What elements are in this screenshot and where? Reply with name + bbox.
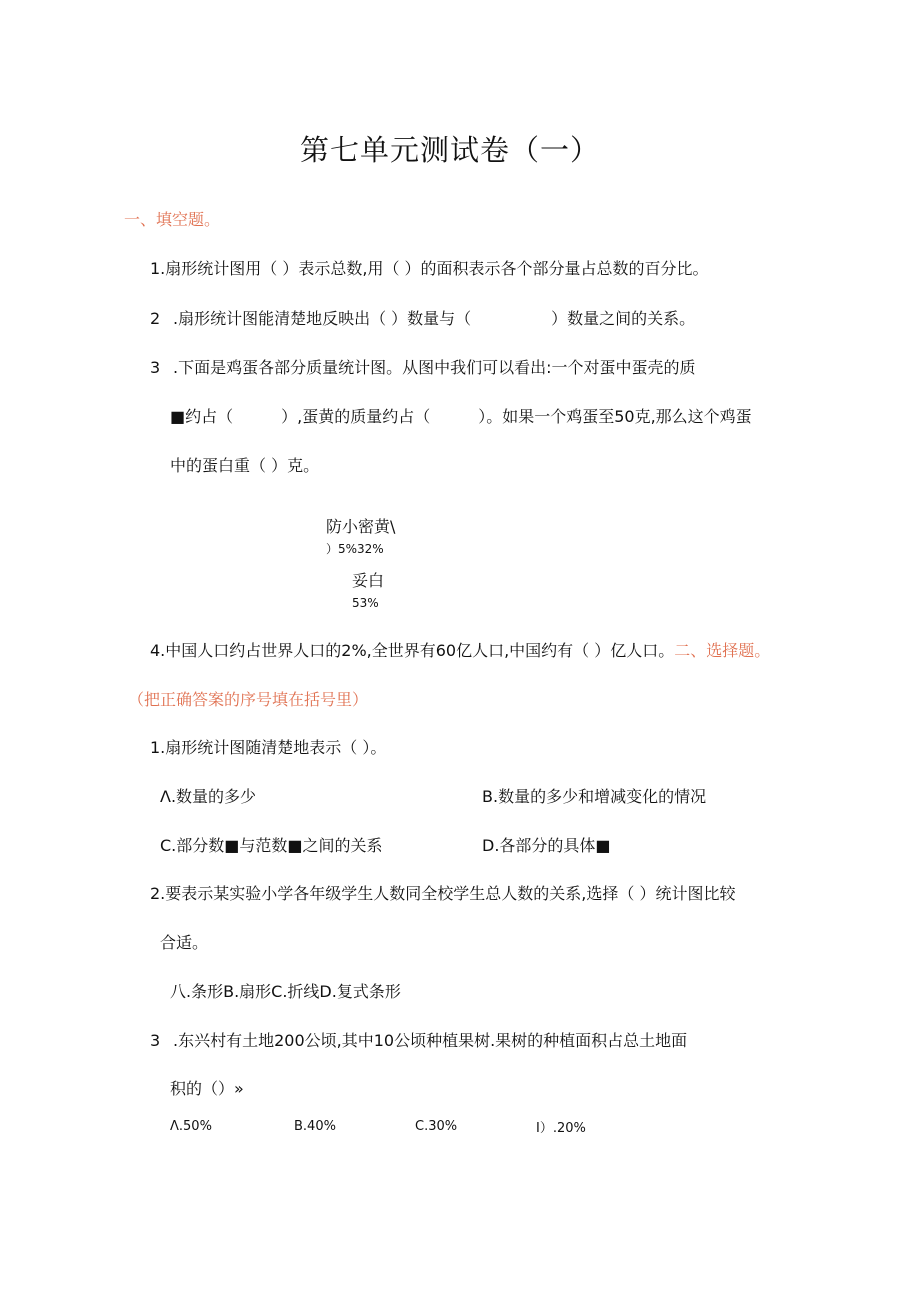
- option-2-3-b: B.40%: [294, 1119, 336, 1134]
- question-2-3-line2: 积的（）»: [170, 1079, 244, 1098]
- section-heading-choice: 二、选择题。: [674, 641, 771, 660]
- question-1-4: [150, 643, 770, 659]
- question-1-2-number: 2: [150, 309, 161, 328]
- pie-percent-top: ）5%32%: [326, 542, 384, 556]
- question-1-2: .扇形统计图能清楚地反映出（ ）数量与（ ）数量之间的关系。: [173, 309, 696, 328]
- question-1-3-line1: .下面是鸡蛋各部分质量统计图。从图中我们可以看出:一个对蛋中蛋壳的质: [173, 358, 696, 377]
- question-2-1: 1.扇形统计图随清楚地表示（ ）。: [150, 738, 387, 757]
- question-2-3-line1: .东兴村有土地200公顷,其中10公顷种植果树.果树的种植面积占总土地面: [173, 1031, 688, 1050]
- option-2-3-d: I）.20%: [536, 1121, 586, 1136]
- pie-label-bottom: 妥白: [352, 571, 385, 590]
- pie-labels-top: 防小密黄\: [326, 517, 396, 536]
- options-2-2: 八.条形B.扇形C.折线D.复式条形: [170, 982, 401, 1001]
- question-1-4-text: 4.中国人口约占世界人口的2%,全世界有60亿人口,中国约有（ ）亿人口。: [150, 641, 675, 660]
- page-title: 第七单元测试卷（一）: [300, 133, 601, 167]
- question-1-3-line2: ■约占（ ）,蛋黄的质量约占（ ）。如果一个鸡蛋至50克,那么这个鸡蛋: [170, 407, 752, 426]
- section-subheading-choice: （把正确答案的序号填在括号里）: [128, 690, 369, 709]
- question-2-2-line2: 合适。: [160, 933, 209, 952]
- question-2-2-line1: 2.要表示某实验小学各年级学生人数同全校学生总人数的关系,选择（ ）统计图比较: [150, 884, 736, 903]
- option-2-1-a: Λ.数量的多少: [160, 787, 257, 806]
- question-1-3-number: 3: [150, 358, 161, 377]
- option-2-3-c: C.30%: [415, 1119, 458, 1134]
- pie-percent-bottom: 53%: [352, 596, 379, 610]
- question-2-3-number: 3: [150, 1031, 161, 1050]
- option-2-1-d: D.各部分的具体■: [482, 836, 611, 855]
- option-2-3-a: Λ.50%: [170, 1119, 212, 1134]
- option-2-1-b: B.数量的多少和增减变化的情况: [482, 787, 707, 806]
- section-heading-fill-blank: 一、填空题。: [124, 210, 221, 229]
- option-2-1-c: C.部分数■与范数■之间的关系: [160, 836, 383, 855]
- question-1-1: 1.扇形统计图用（ ）表示总数,用（ ）的面积表示各个部分量占总数的百分比。: [150, 259, 709, 278]
- question-1-3-line3: 中的蛋白重（ ）克。: [170, 456, 320, 475]
